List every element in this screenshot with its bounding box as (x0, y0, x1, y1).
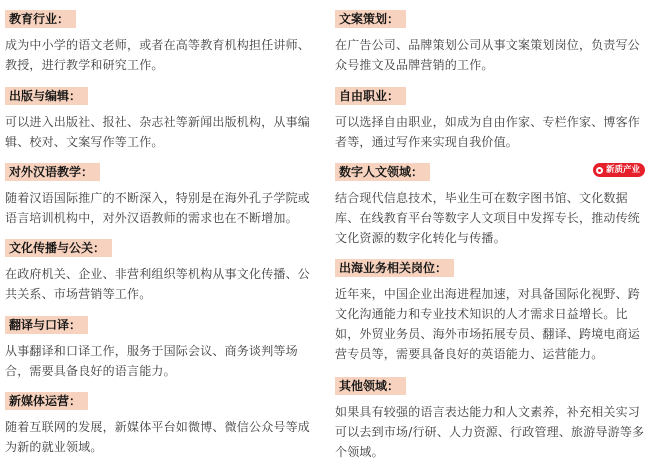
section-body: 可以选择自由职业，如成为自由作家、专栏作家、博客作者等，通过写作来实现自我价值。 (335, 115, 641, 149)
section-heading: 自由职业： (335, 87, 406, 105)
section-body: 从事翻译和口译工作，服务于国际会议、商务谈判等场合，需要具备良好的语言能力。 (5, 344, 298, 378)
section-heading: 新媒体运营： (5, 392, 88, 410)
section-body: 随着汉语国际推广的不断深入，特别是在海外孔子学院或语言培训机构中，对外汉语教师的需求也在不断增加。 (5, 191, 311, 225)
section-heading: 其他领域： (335, 377, 406, 395)
section-heading: 出版与编辑： (5, 87, 88, 105)
section-chinese-teaching (5, 161, 315, 228)
section-heading: 文案策划： (335, 10, 406, 28)
section-other-fields (335, 375, 645, 462)
section-overseas-business (335, 257, 645, 364)
new-industry-badge (593, 163, 645, 177)
section-body: 结合现代信息技术，毕业生可在数字图书馆、文化数据库、在线教育平台等数字人文项目中发挥专长，推动传统文化资源的数字化转化与传播。 (335, 191, 641, 245)
section-digital-humanities (335, 161, 645, 248)
section-heading: 出海业务相关岗位： (335, 259, 454, 277)
section-freelance (335, 85, 645, 152)
section-body: 如果具有较强的语言表达能力和人文素养，补充相关实习可以去到市场/行研、人力资源、行政管理、旅游导游等多个领域。 (335, 405, 645, 459)
section-heading: 教育行业： (5, 10, 76, 28)
section-body: 可以进入出版社、报社、杂志社等新闻出版机构，从事编辑、校对、文案写作等工作。 (5, 115, 311, 149)
section-body: 在政府机关、企业、非营利组织等机构从事文化传播、公共关系、市场营销等工作。 (5, 267, 311, 301)
section-body: 在广告公司、品牌策划公司从事文案策划岗位，负责写公众号推文及品牌营销的工作。 (335, 38, 641, 72)
section-heading: 文化传播与公关： (5, 239, 112, 257)
section-body: 随着互联网的发展，新媒体平台如微博、微信公众号等成为新的就业领域。 (5, 420, 311, 454)
badge-label: 新质产业 (605, 165, 640, 175)
section-heading: 对外汉语教学： (5, 163, 100, 181)
section-translation (5, 314, 315, 381)
section-heading: 翻译与口译： (5, 316, 88, 334)
section-publishing (5, 85, 315, 152)
section-body: 近年来，中国企业出海进程加速，对具备国际化视野、跨文化沟通能力和专业技术知识的人才需求日益增长。比如，外贸业务员、海外市场拓展专员、翻译、跨境电商运营专员等，需要具备良好的英语能力、运营能力。 (335, 287, 641, 361)
section-culture-pr (5, 237, 315, 304)
badge-dot-icon (596, 167, 603, 174)
section-copywriting (335, 8, 645, 75)
section-education (5, 8, 315, 75)
section-heading: 数字人文领域： (335, 163, 430, 181)
section-new-media (5, 390, 315, 457)
section-body: 成为中小学的语文老师，或者在高等教育机构担任讲师、教授，进行教学和研究工作。 (5, 38, 311, 72)
